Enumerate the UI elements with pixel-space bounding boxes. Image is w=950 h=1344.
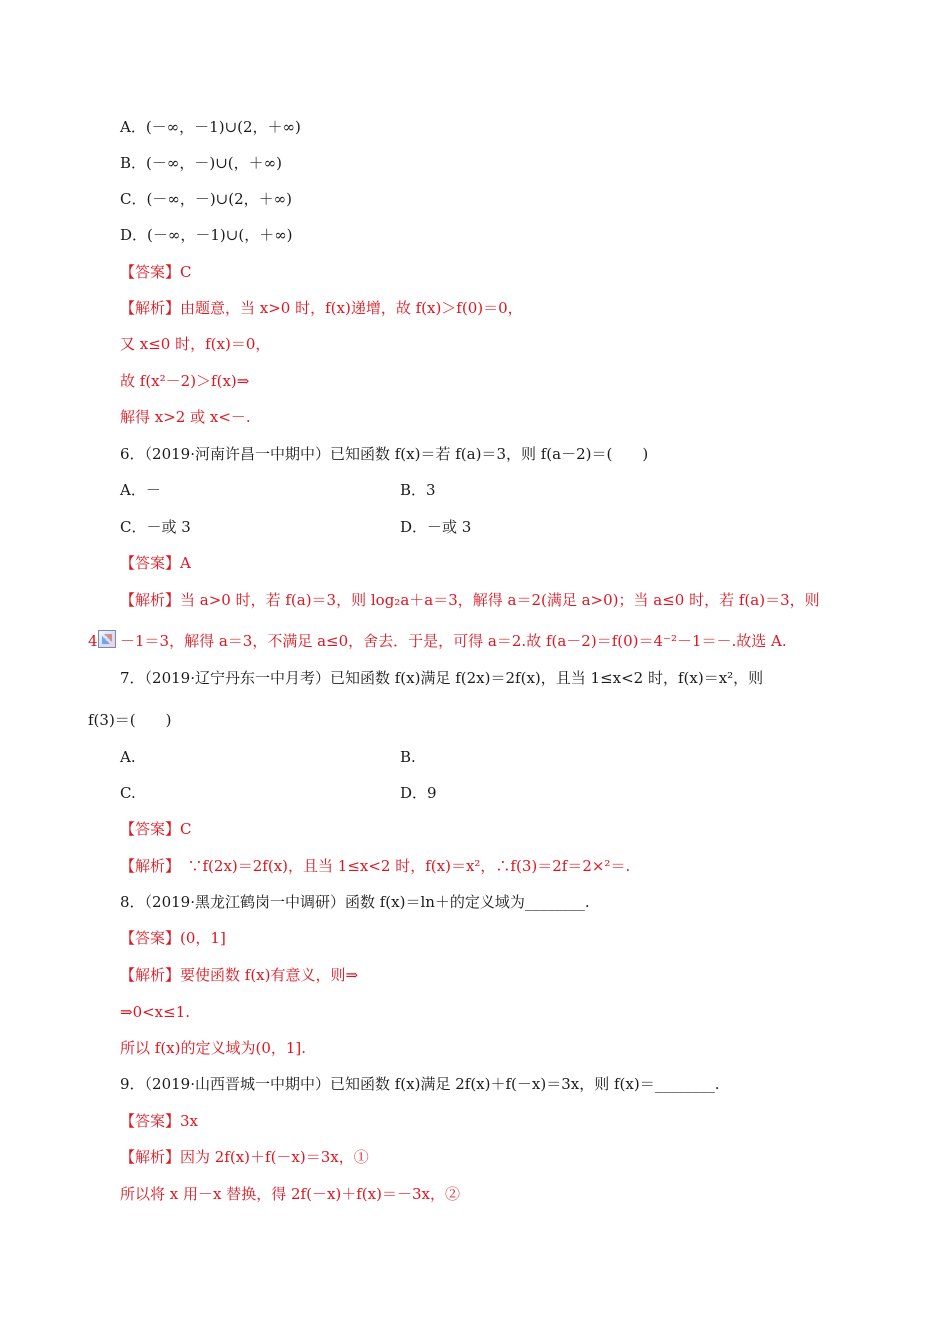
q7-option-c: C. [120,784,136,802]
analysis-8-line2: ⇒0<x≤1. [120,1003,191,1021]
answer-5: 【答案】C [120,263,192,281]
analysis-5-line2: 又 x≤0 时，f(x)＝0， [120,335,271,353]
analysis-5-line4: 解得 x>2 或 x<－. [120,408,251,426]
analysis-9-line1: 【解析】因为 2f(x)＋f(－x)＝3x，① [120,1148,369,1166]
answer-8: 【答案】(0，1] [120,929,226,947]
answer-6: 【答案】A [120,554,191,572]
q6-option-b: B．3 [400,481,436,499]
analysis-6-line1: 【解析】当 a>0 时，若 f(a)＝3，则 log₂a＋a＝3，解得 a＝2(满足 a>0)；当 a≤0 时，若 f(a)＝3，则 [120,591,820,609]
q6-option-c: C．－或 3 [120,518,191,536]
q6-option-d: D．－或 3 [400,518,472,536]
broken-image-icon [98,630,116,648]
q7-option-b: B. [400,748,416,766]
question-9: 9．（2019·山西晋城一中期中）已知函数 f(x)满足 2f(x)＋f(－x)＝3x，则 f(x)＝________. [120,1075,720,1093]
option-a: A．(－∞，－1)∪(2，＋∞) [120,118,301,136]
analysis-5-line1: 【解析】由题意，当 x>0 时，f(x)递增，故 f(x)＞f(0)＝0， [120,299,523,317]
answer-9: 【答案】3x [120,1112,199,1130]
analysis-6-prefix: 4 [88,632,98,650]
question-7: 7．（2019·辽宁丹东一中月考）已知函数 f(x)满足 f(2x)＝2f(x)，且当 1≤x<2 时，f(x)＝x²，则 [120,669,764,687]
question-8: 8．（2019·黑龙江鹤岗一中调研）函数 f(x)＝ln＋的定义域为________. [120,893,590,911]
option-d: D．(－∞，－1)∪(，＋∞) [120,226,293,244]
option-b: B．(－∞，－)∪(，＋∞) [120,154,282,172]
analysis-5-line3: 故 f(x²－2)＞f(x)⇒ [120,372,250,390]
question-7-cont: f(3)＝( ) [88,711,172,729]
question-6: 6．（2019·河南许昌一中期中）已知函数 f(x)＝若 f(a)＝3，则 f(a－2)＝( ) [120,445,649,463]
q7-option-d: D．9 [400,784,437,802]
analysis-9-line2: 所以将 x 用－x 替换，得 2f(－x)＋f(x)＝－3x，② [120,1185,460,1203]
answer-7: 【答案】C [120,820,192,838]
analysis-8-line3: 所以 f(x)的定义域为(0，1]. [120,1039,307,1057]
analysis-7: 【解析】 ∵f(2x)＝2f(x)，且当 1≤x<2 时，f(x)＝x²，∴f(3)＝2f＝2×²＝. [120,857,631,875]
option-c: C．(－∞，－)∪(2，＋∞) [120,190,292,208]
analysis-6-line2: －1＝3，解得 a＝3，不满足 a≤0，舍去．于是，可得 a＝2.故 f(a－2)＝f(0)＝4⁻²－1＝－.故选 A. [120,632,787,650]
analysis-8-line1: 【解析】要使函数 f(x)有意义，则⇒ [120,966,359,984]
q6-option-a: A．－ [120,481,161,499]
q7-option-a: A. [120,748,136,766]
